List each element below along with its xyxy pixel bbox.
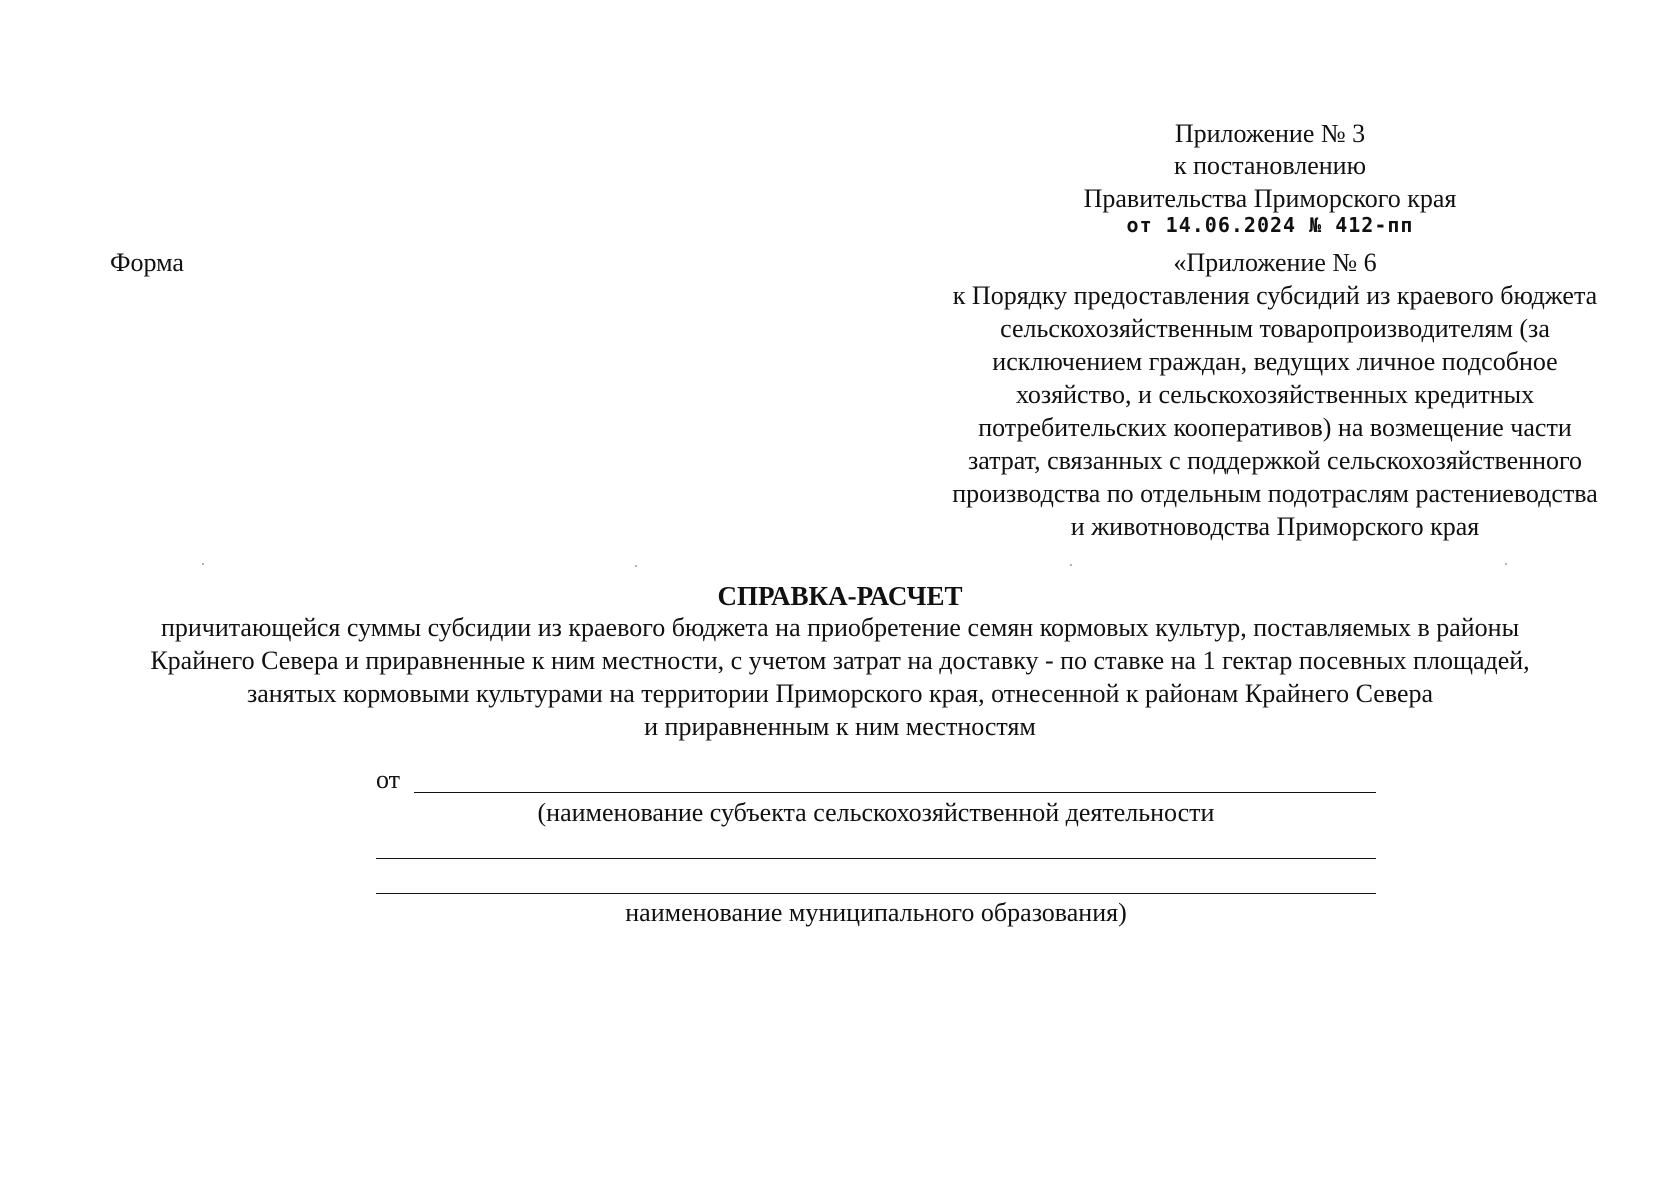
inner-appendix-line: исключением граждан, ведущих личное подсобное — [992, 347, 1558, 376]
blank-line[interactable] — [376, 893, 1376, 894]
scan-dot — [202, 563, 204, 565]
scan-dot — [635, 565, 637, 567]
document-subtitle-line: и приравненным к ним местностям — [644, 712, 1036, 741]
municipality-caption: наименование муниципального образования) — [625, 898, 1127, 927]
inner-appendix-line: и животноводства Приморского края — [1070, 512, 1480, 541]
inner-appendix-line: затрат, связанных с поддержкой сельскохозяйственного — [967, 446, 1583, 475]
document-subtitle-line: занятых кормовыми культурами на территории Приморского края, отнесенной к районам Крайнего Севера — [246, 679, 1434, 708]
document-subtitle-line: причитающейся суммы субсидии из краевого бюджета на приобретение семян кормовых культур, поставляемых в районы — [160, 613, 1520, 642]
scan-dot — [1505, 563, 1507, 565]
form-label: Форма — [110, 248, 184, 277]
blank-line[interactable] — [376, 858, 1376, 859]
inner-appendix-line: производства по отдельным подотраслям растениеводства — [952, 479, 1598, 508]
appendix-date-number: от 14.06.2024 № 412-пп — [1126, 213, 1414, 237]
inner-appendix-line: хозяйство, и сельскохозяйственных кредитных — [1015, 380, 1535, 409]
entity-name-line[interactable] — [414, 792, 1376, 793]
document-subtitle-line: Крайнего Севера и приравненные к ним местности, с учетом затрат на доставку - по ставке на 1 гектар посевных площадей, — [150, 646, 1530, 675]
scan-dot — [1070, 564, 1072, 566]
inner-appendix-line: к Порядку предоставления субсидий из краевого бюджета — [952, 281, 1598, 310]
inner-appendix-line: «Приложение № 6 — [1173, 248, 1377, 277]
entity-caption: (наименование субъекта сельскохозяйственной деятельности — [537, 798, 1215, 827]
inner-appendix-line: потребительских кооперативов) на возмещение части — [978, 413, 1572, 442]
inner-appendix-line: сельскохозяйственным товаропроизводителям (за — [1000, 314, 1550, 343]
appendix-number: Приложение № 3 — [1174, 119, 1366, 148]
document-title: СПРАВКА-РАСЧЕТ — [717, 581, 963, 611]
appendix-resolution-line: к постановлению — [1173, 151, 1367, 180]
appendix-government-line: Правительства Приморского края — [1083, 184, 1457, 213]
from-label: от — [376, 765, 401, 794]
